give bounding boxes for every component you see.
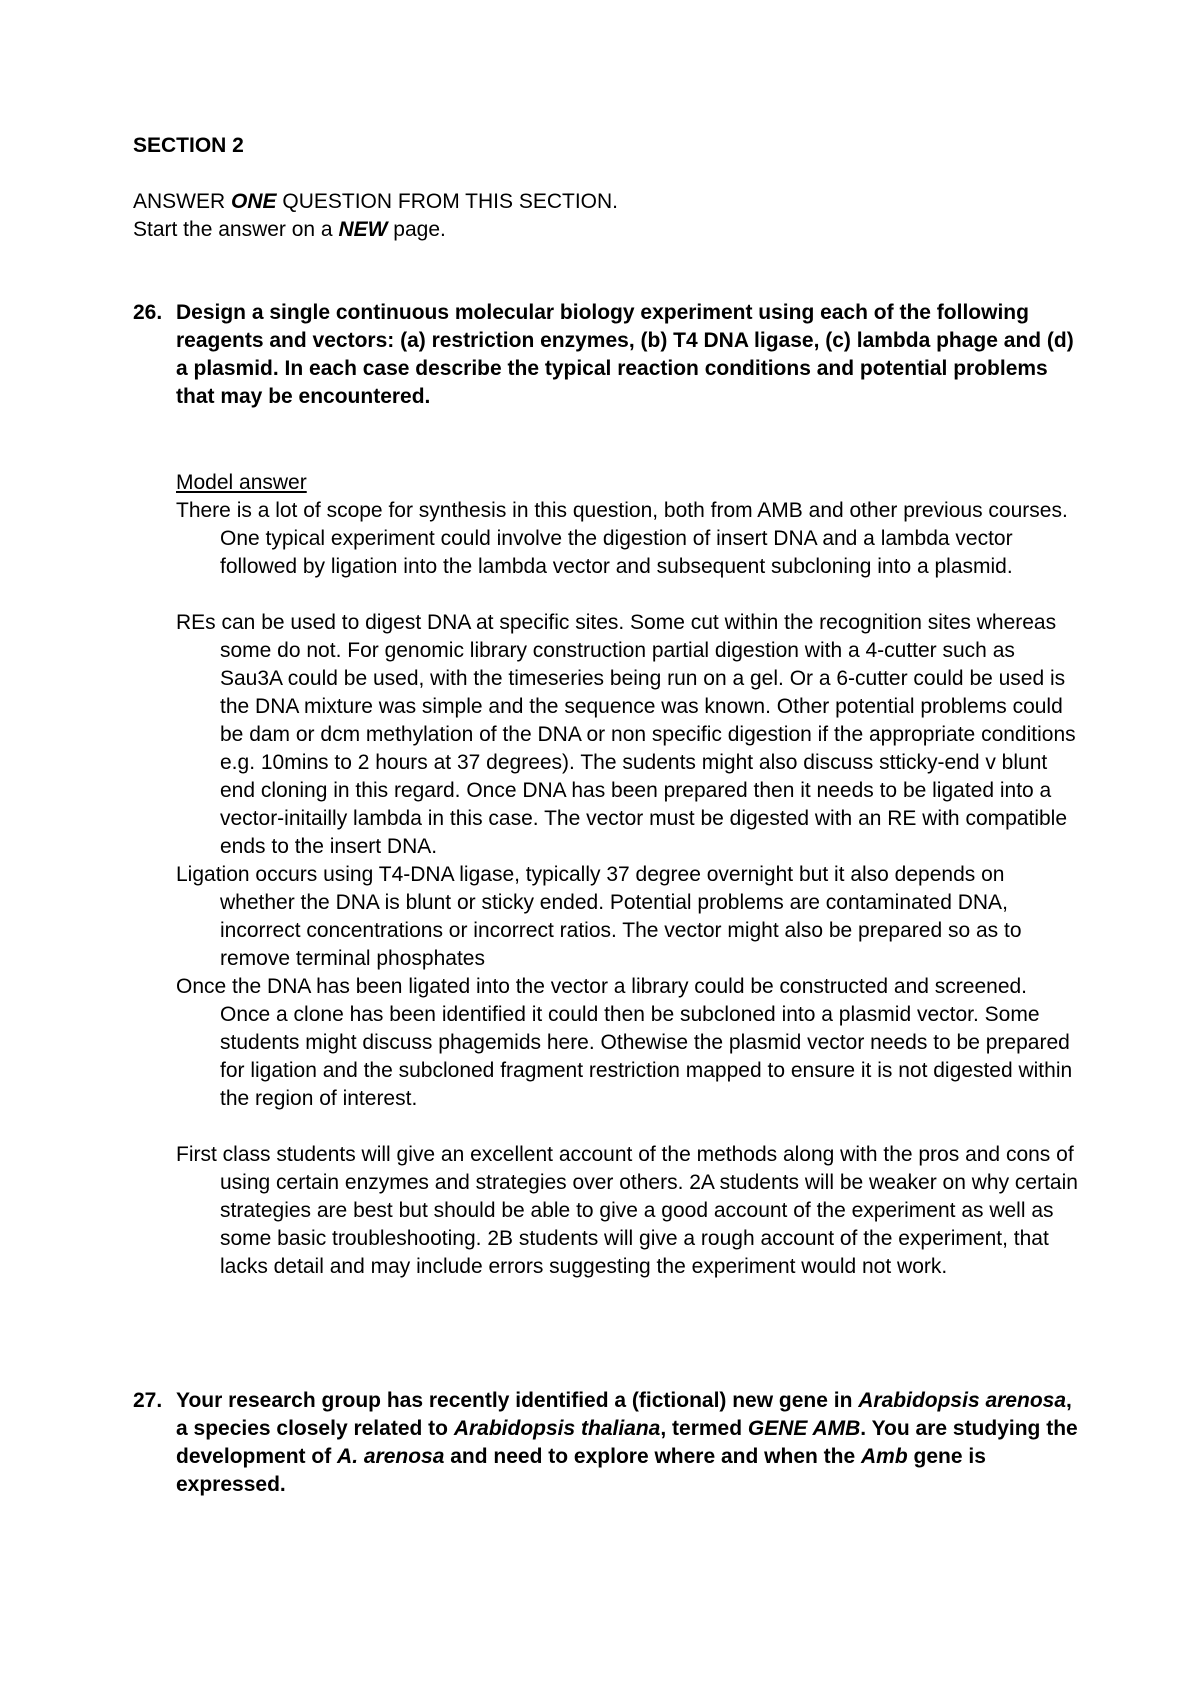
section-instructions bbox=[133, 188, 618, 244]
answer-paragraph: REs can be used to digest DNA at specific sites. Some cut within the recognition sites whereas some do not. For genomic library construction partial digestion with a 4-cutter such as Sau3A could be used, with the timeseries being run on a gel. Or a 6-cutter could be used is the DNA mixture was simple and the sequence was known. Other potential problems could be dam or dcm methylation of the DNA or non specific digestion if the appropriate conditions e.g. 10mins to 2 hours at 37 degrees). The sudents might also discuss stticky-end v blunt end cloning in this regard. Once DNA has been prepared then it needs to be ligated into a vector-initailly lambda in this case. The vector must be digested with an RE with compatible ends to the insert DNA. bbox=[176, 611, 1076, 858]
answer-paragraph: Ligation occurs using T4-DNA ligase, typically 37 degree overnight but it also depends on whether the DNA is blunt or sticky ended. Potential problems are contaminated DNA, incorrect concentrations or incorrect ratios. The vector might also be prepared so as to remove terminal phosphates bbox=[176, 863, 1022, 970]
species-name: Arabidopsis thaliana bbox=[453, 1417, 661, 1440]
model-answer-label: Model answer bbox=[176, 471, 307, 494]
answer-paragraph: Once the DNA has been ligated into the vector a library could be constructed and screened. Once a clone has been identified it could then be subcloned into a plasmid vector. Some students might discuss phagemids here. Othewise the plasmid vector needs to be prepared for ligation and the subcloned fragment restriction mapped to ensure it is not digested within the region of interest. bbox=[176, 975, 1073, 1110]
instruction-emphasis-new: NEW bbox=[338, 218, 388, 241]
question-number: 27. bbox=[133, 1389, 163, 1412]
question-text: Design a single continuous molecular biology experiment using each of the following reagents and vectors: (a) restriction enzymes, (b) T4 DNA ligase, (c) lambda phage and (d) a plasmid. In each case describe the typical reaction conditions and potential problems that may be encountered. bbox=[176, 301, 1074, 408]
section-title: SECTION 2 bbox=[133, 134, 244, 157]
species-name: Arabidopsis arenosa bbox=[858, 1389, 1066, 1412]
question-27 bbox=[133, 1387, 1083, 1499]
answer-paragraph: There is a lot of scope for synthesis in this question, both from AMB and other previous courses. One typical experiment could involve the digestion of insert DNA and a lambda vector followed by ligation into the lambda vector and subsequent subcloning into a plasmid. bbox=[176, 499, 1068, 578]
instruction-line-1: ANSWER ONE QUESTION FROM THIS SECTION. bbox=[133, 190, 618, 213]
gene-name: GENE AMB bbox=[747, 1417, 861, 1440]
model-answer bbox=[176, 469, 1081, 1281]
question-number: 26. bbox=[133, 301, 163, 324]
gene-name: Amb bbox=[861, 1445, 908, 1468]
question-26 bbox=[133, 299, 1083, 411]
instruction-line-2: Start the answer on a NEW page. bbox=[133, 218, 446, 241]
instruction-emphasis-one: ONE bbox=[231, 190, 277, 213]
answer-paragraph: First class students will give an excellent account of the methods along with the pros and cons of using certain enzymes and strategies over others. 2A students will be weaker on why certain strategies are best but should be able to give a good account of the experiment as well as some basic troubleshooting. 2B students will give a rough account of the experiment, that lacks detail and may include errors suggesting the experiment would not work. bbox=[176, 1143, 1078, 1278]
question-text: Your research group has recently identified a (fictional) new gene in Arabidopsis arenosa, a species closely related to Arabidopsis thaliana, termed GENE AMB. You are studying the development of A. arenosa and need to explore where and when the Amb gene is expressed. bbox=[176, 1389, 1078, 1496]
species-name: A. arenosa bbox=[337, 1445, 445, 1468]
